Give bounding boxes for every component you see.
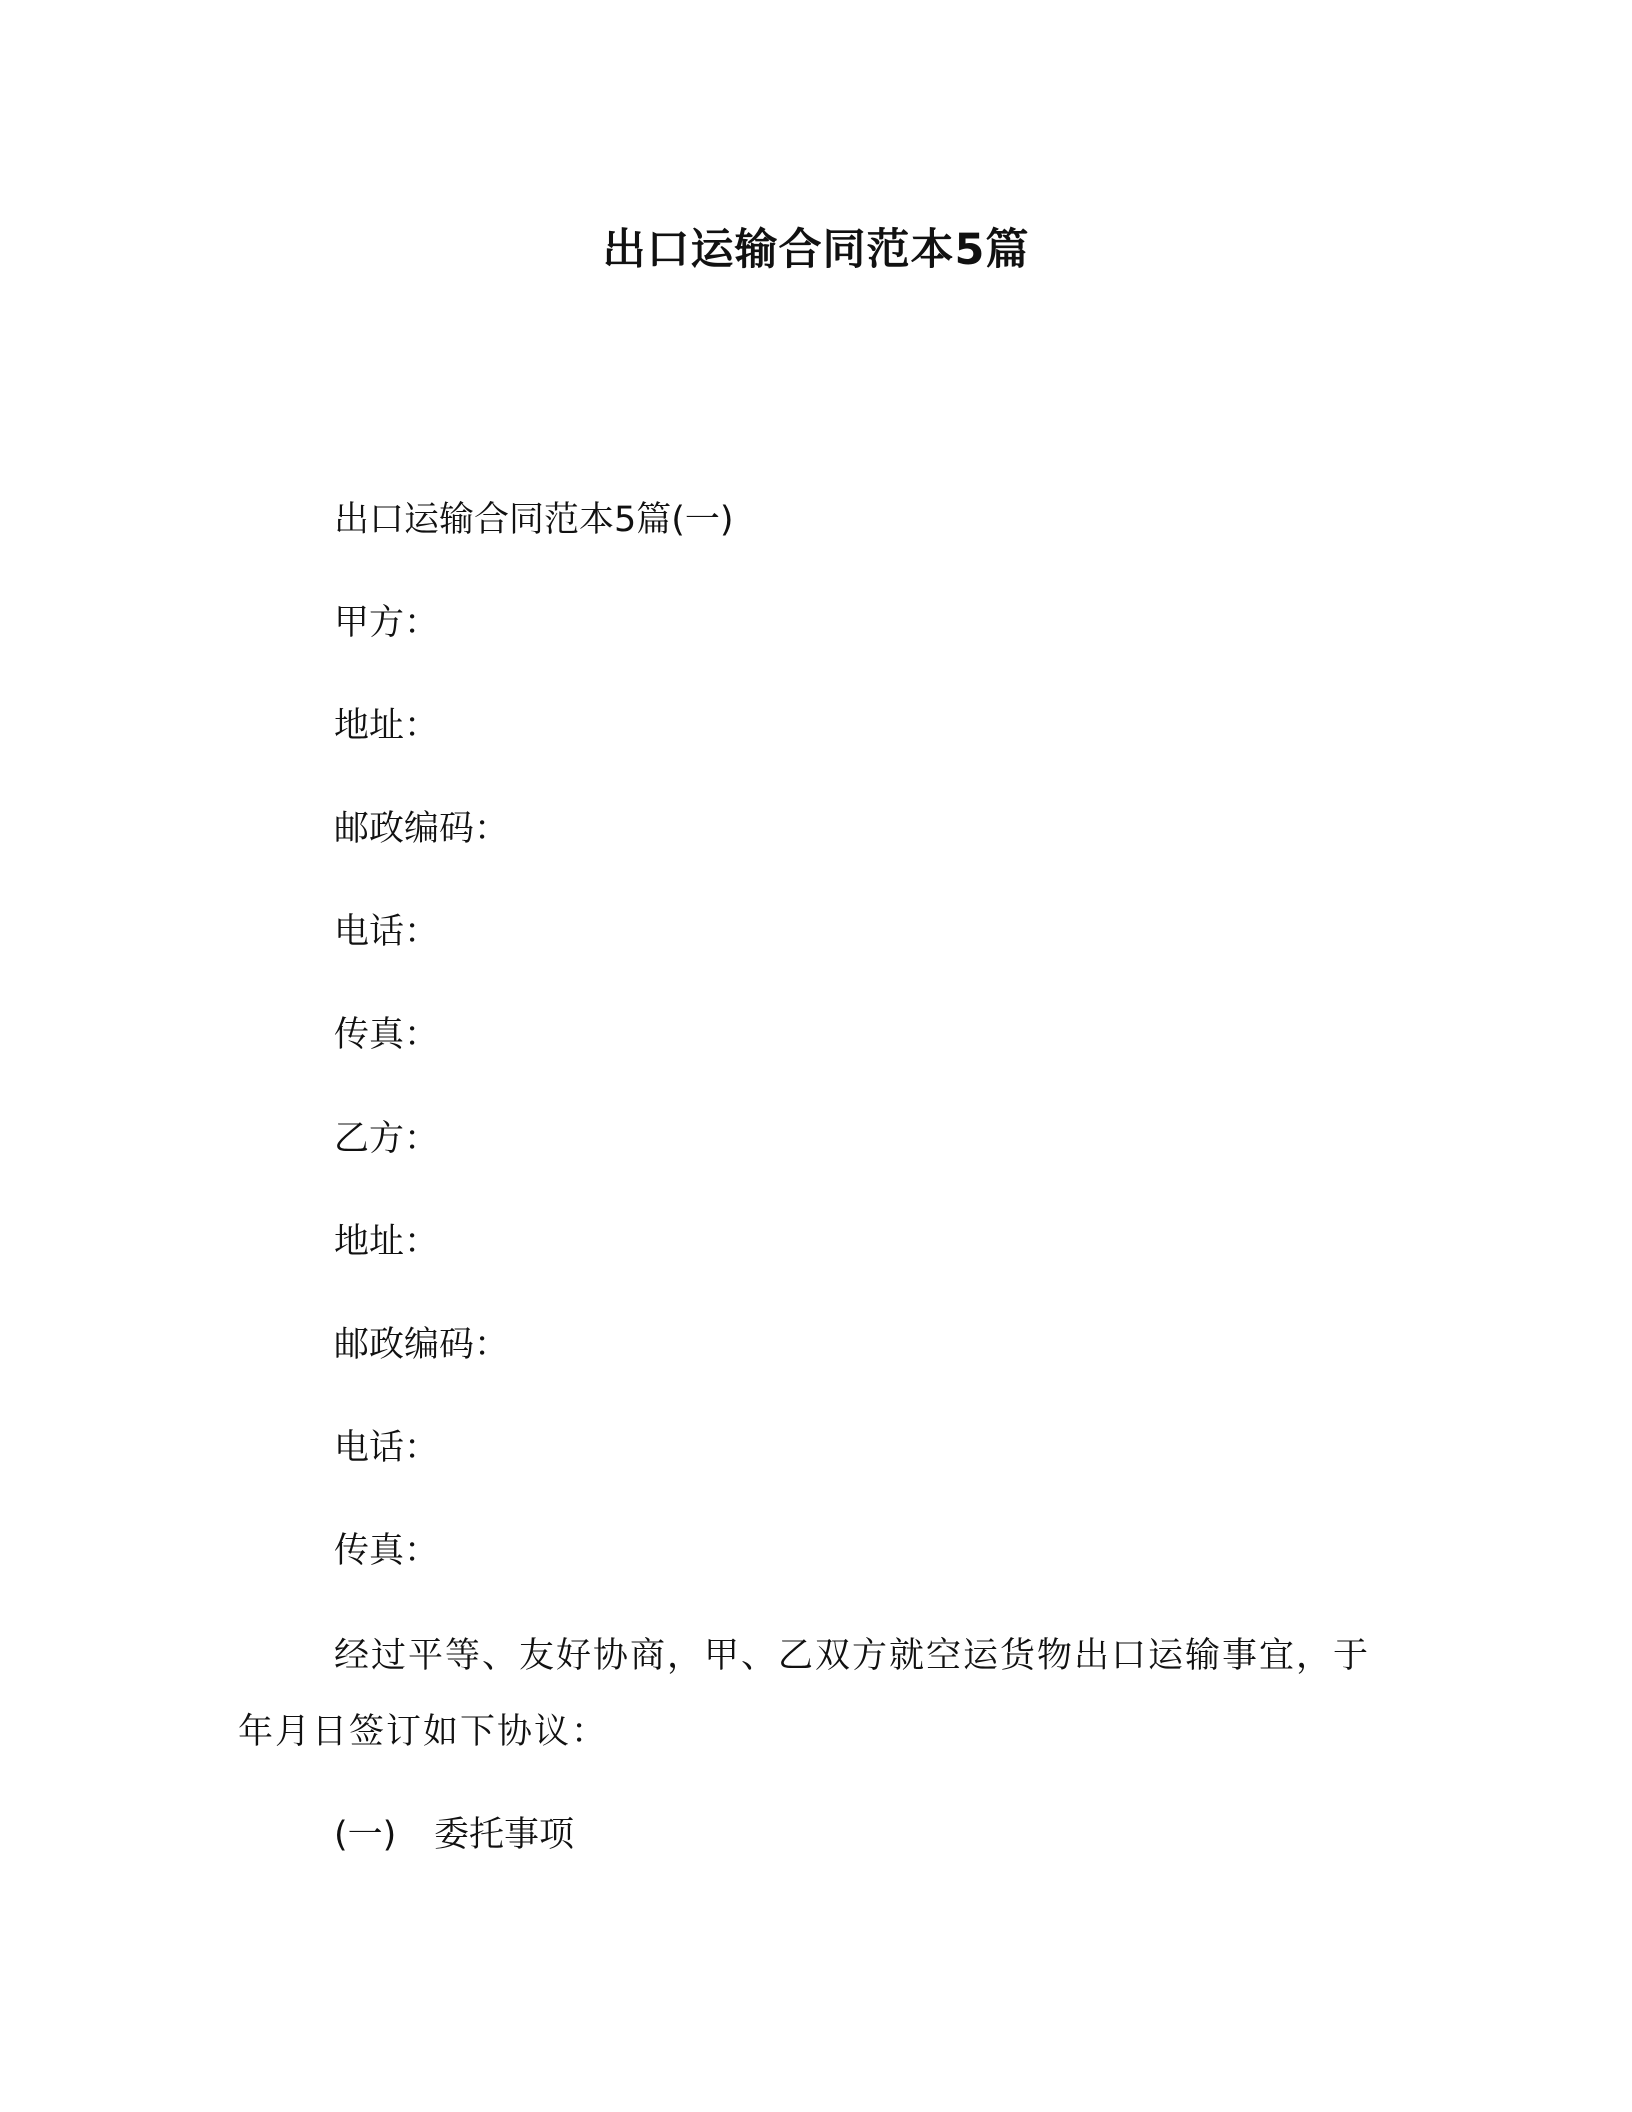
party-b-address-label: 地址： (334, 1222, 440, 1262)
intro-paragraph: 经过平等、友好协商，甲、乙双方就空运货物出口运输事宜，于年月日签订如下协议： (238, 1636, 1371, 1752)
section-1-title: 委托事项 (434, 1815, 575, 1855)
party-a-postcode-label: 邮政编码： (334, 809, 510, 849)
section-1-heading (334, 1812, 574, 1858)
party-a-phone-label: 电话： (334, 912, 440, 952)
party-b-label: 乙方： (334, 1119, 440, 1159)
party-a-label: 甲方： (334, 603, 440, 643)
document-title: 出口运输合同范本5篇 (602, 225, 1030, 275)
party-b-postcode-label: 邮政编码： (334, 1325, 510, 1365)
party-b-fax-label: 传真： (334, 1531, 440, 1571)
party-a-address-label: 地址： (334, 706, 440, 746)
section-1-number: (一) (334, 1815, 397, 1855)
party-b-phone-label: 电话： (334, 1428, 440, 1468)
contract-subtitle: 出口运输合同范本5篇(一) (334, 500, 734, 540)
party-a-fax-label: 传真： (334, 1015, 440, 1055)
